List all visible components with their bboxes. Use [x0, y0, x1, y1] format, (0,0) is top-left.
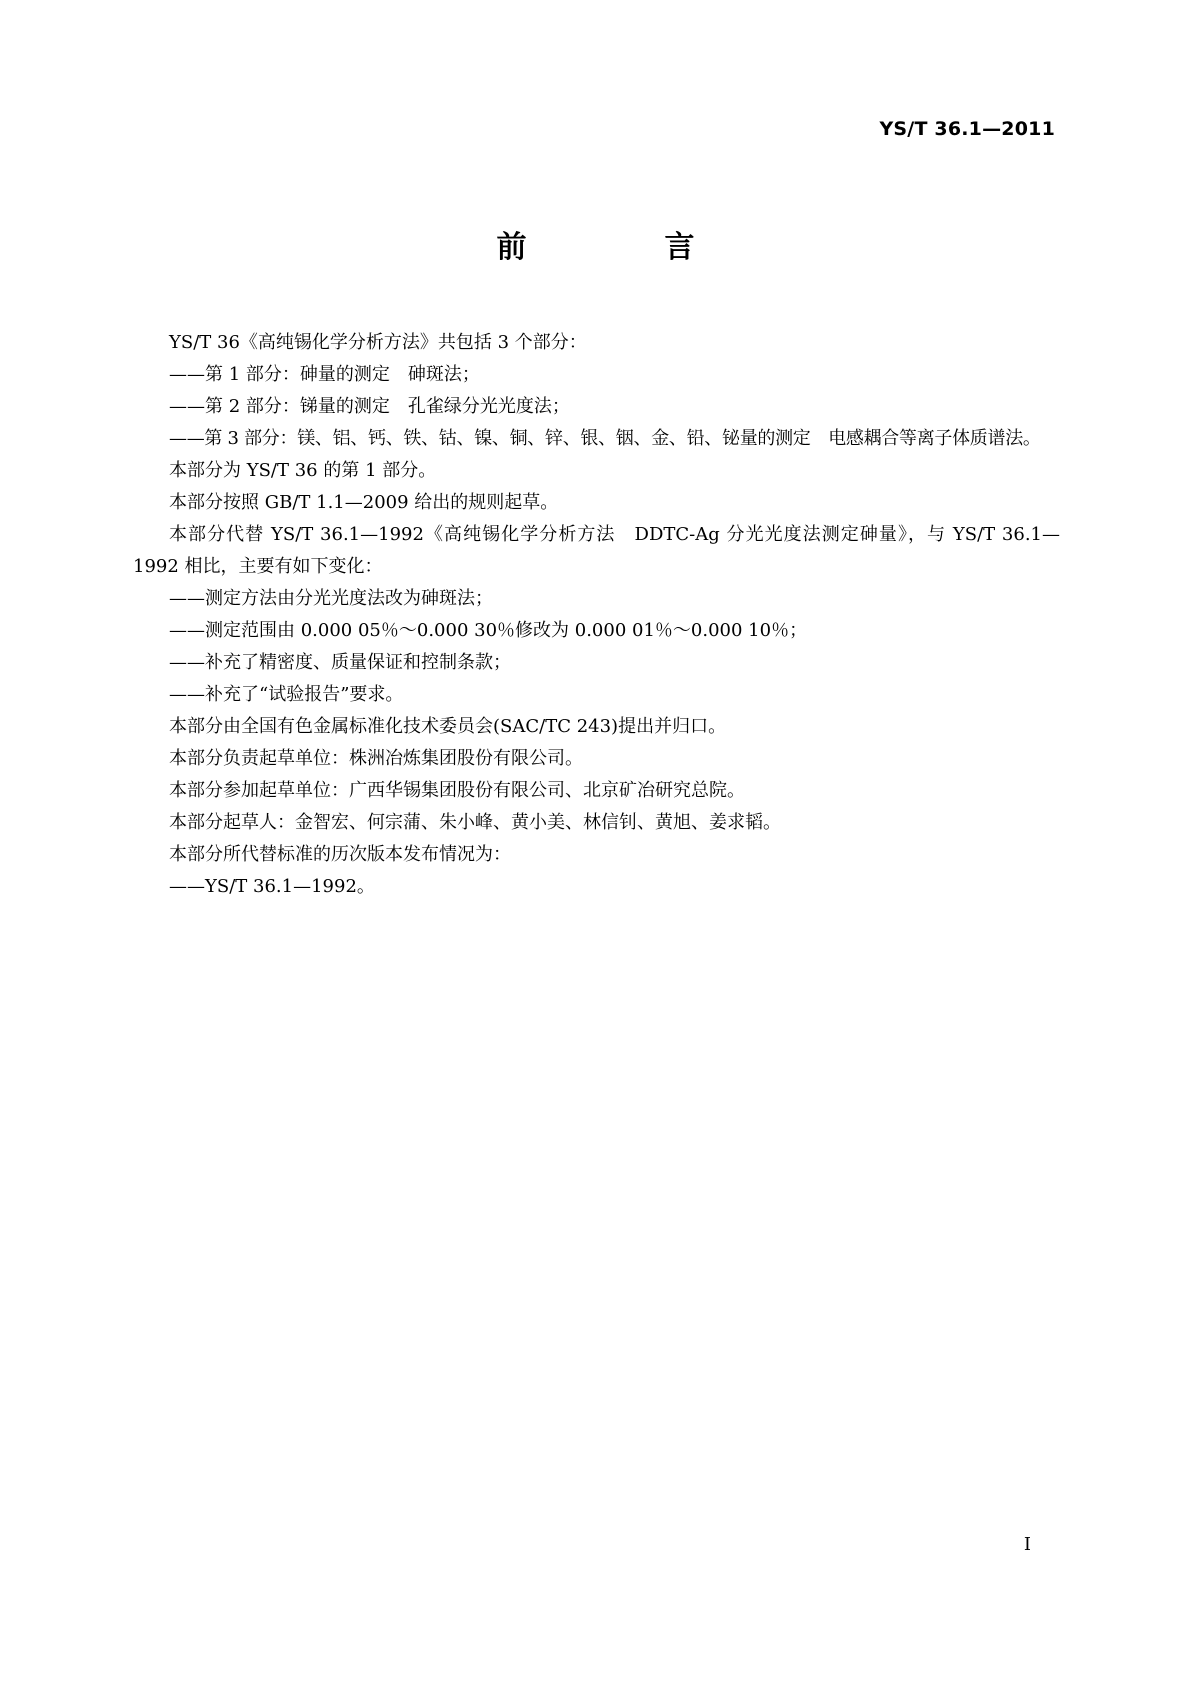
paragraph-part-number: 本部分为 YS/T 36 的第 1 部分。: [169, 460, 437, 481]
paragraph-drafters: 本部分起草人：金智宏、何宗蒲、朱小峰、黄小美、林信钊、黄旭、姜求韬。: [169, 812, 781, 833]
paragraph-replacement: 本部分代替 YS/T 36.1—1992《高纯锡化学分析方法 DDTC-Ag 分光光度法测定砷量》，与 YS/T 36.1—1992 相比，主要有如下变化：: [133, 524, 1060, 577]
paragraph-parts-intro: YS/T 36《高纯锡化学分析方法》共包括 3 个部分：: [169, 332, 587, 353]
standard-code: YS/T 36.1—2011: [879, 118, 1055, 140]
list-item-change-1: ——测定方法由分光光度法改为砷斑法；: [169, 588, 493, 609]
paragraph-proposer: 本部分由全国有色金属标准化技术委员会(SAC/TC 243)提出并归口。: [169, 716, 727, 737]
page-title: 前 言: [496, 230, 749, 265]
paragraph-previous-editions: 本部分所代替标准的历次版本发布情况为：: [169, 844, 511, 865]
list-item-change-4: ——补充了“试验报告”要求。: [169, 684, 404, 705]
foreword-body: [133, 327, 1060, 903]
page-number: I: [1023, 1534, 1031, 1555]
list-item-change-3: ——补充了精密度、质量保证和控制条款；: [169, 652, 511, 673]
paragraph-drafting-rules: 本部分按照 GB/T 1.1—2009 给出的规则起草。: [169, 492, 559, 513]
paragraph-participating-drafters: 本部分参加起草单位：广西华锡集团股份有限公司、北京矿冶研究总院。: [169, 780, 745, 801]
paragraph-lead-drafter: 本部分负责起草单位：株洲冶炼集团股份有限公司。: [169, 748, 583, 769]
list-item-part-2: ——第 2 部分：锑量的测定 孔雀绿分光光度法；: [169, 396, 570, 417]
list-item-previous-edition: ——YS/T 36.1—1992。: [169, 876, 375, 897]
list-item-change-2: ——测定范围由 0.000 05％～0.000 30％修改为 0.000 01％～0.000 10％；: [169, 620, 808, 641]
list-item-part-3: ——第 3 部分：镁、铝、钙、铁、钴、镍、铜、锌、银、铟、金、铅、铋量的测定 电感耦合等离子体质谱法。: [169, 428, 1041, 449]
list-item-part-1: ——第 1 部分：砷量的测定 砷斑法；: [169, 364, 480, 385]
